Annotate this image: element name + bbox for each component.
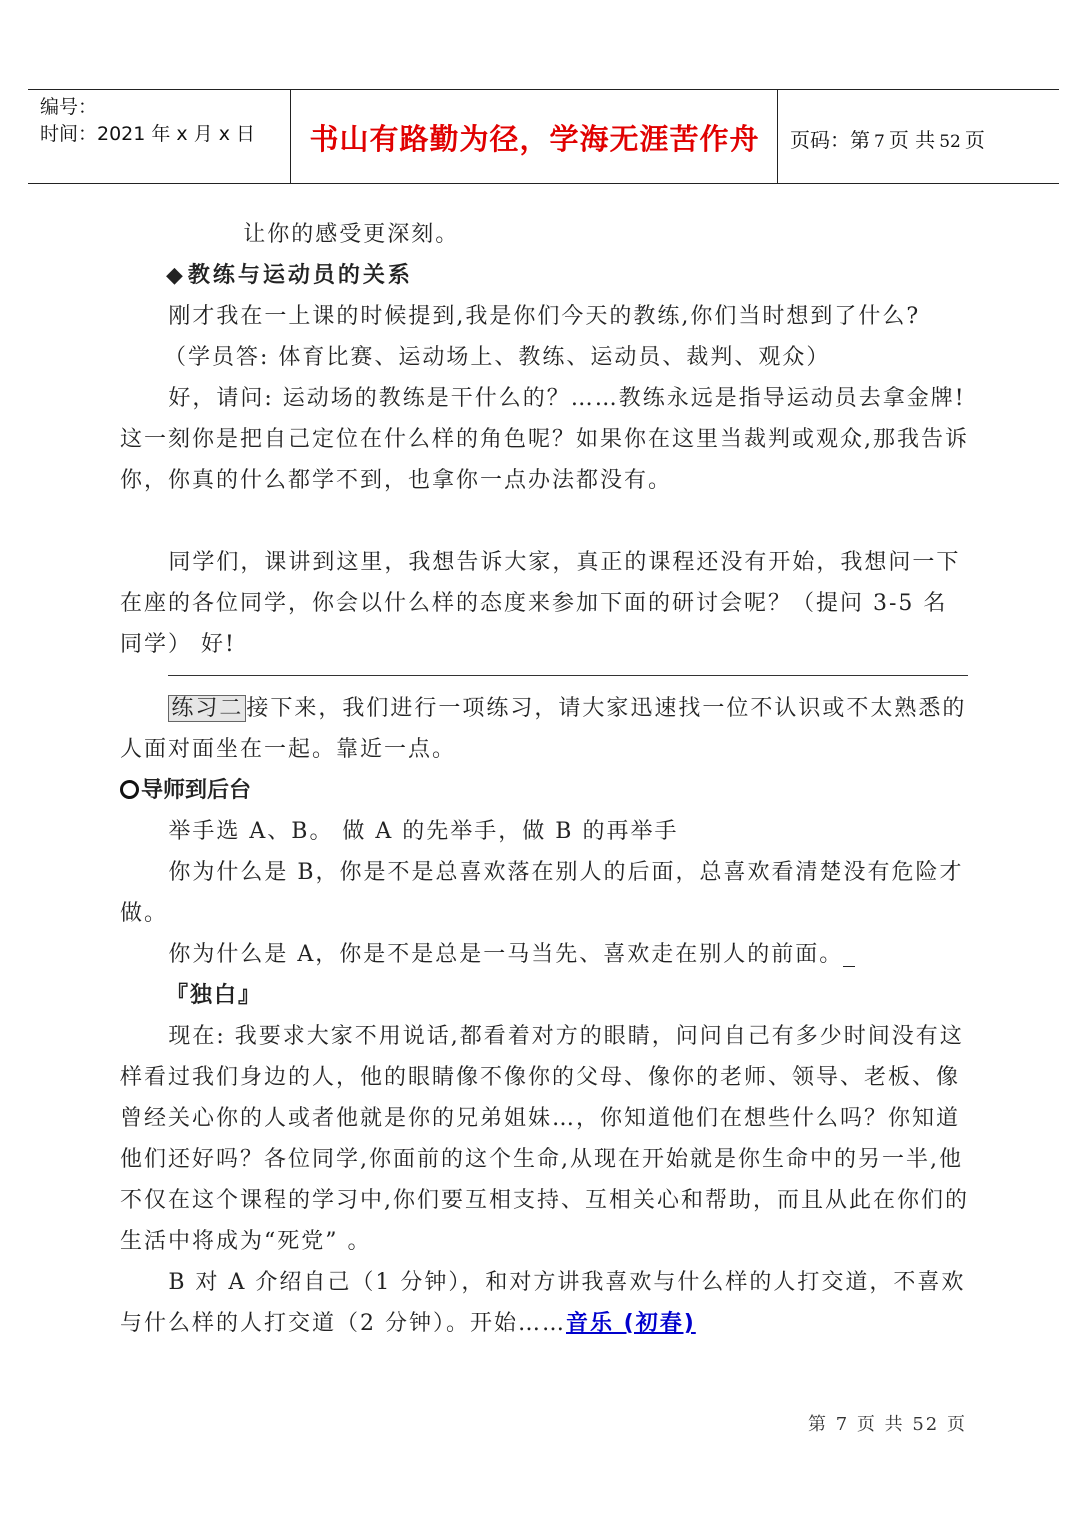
heading-text: 导师到后台	[141, 778, 252, 803]
document-header	[28, 89, 1059, 184]
header-divider	[290, 90, 291, 183]
page-suffix: 页	[964, 128, 985, 152]
paragraph-text: 你为什么是 A，你是不是总是一马当先、喜欢走在别人的前面。	[168, 942, 844, 967]
time-label: 时间：2021 年 x 月 x 日	[40, 123, 256, 145]
section-heading	[120, 770, 970, 811]
header-motto: 书山有路勤为径，学海无涯苦作舟	[309, 122, 760, 156]
paragraph: 现在: 我要求大家不用说话,都看着对方的眼睛，问问自己有多少时间没有这样看过我们身边的人，他的眼睛像不像你的父母、像你的老师、领导、老板、像曾经关心你的人或者他就是你的兄弟姐妹…，你知道他们在想些什么吗？你知道他们还好吗？各位同学,你面前的这个生命,从现在开始就是你生命中的另一半,他不仅在这个课程的学习中,你们要互相支持、互相关心和帮助，而且从此在你们的生活中将成为“死党” 。	[120, 1024, 969, 1254]
paragraph: （学员答: 体育比赛、运动场上、教练、运动员、裁判、观众）	[164, 345, 831, 370]
paragraph: 同学们，课讲到这里，我想告诉大家，真正的课程还没有开始，我想问一下在座的各位同学，你会以什么样的态度来参加下面的研讨会呢？（提问 3-5 名同学） 好!	[120, 550, 961, 657]
paragraph	[120, 1262, 970, 1344]
number-label: 编号：	[40, 96, 98, 118]
spacer	[120, 501, 970, 542]
paragraph-text: B 对 A 介绍自己（1 分钟），和对方讲我喜欢与什么样的人打交道，不喜欢与什么样的人打交道（2 分钟）。开始……	[120, 1270, 966, 1336]
paragraph: 好，请问: 运动场的教练是干什么的？……教练永远是指导运动员去拿金牌!这一刻你是把自己定位在什么样的角色呢？如果你在这里当裁判或观众,那我告诉你，你真的什么都学不到，也拿你一点办法都没有。	[120, 386, 969, 493]
circle-icon	[120, 780, 139, 799]
header-page-info	[790, 124, 985, 153]
paragraph: 举手选 A、B。 做 A 的先举手，做 B 的再举手	[168, 819, 679, 844]
paragraph	[120, 688, 970, 770]
paragraph: 刚才我在一上课的时候提到,我是你们今天的教练,你们当时想到了什么?	[168, 304, 921, 329]
header-meta	[40, 94, 290, 148]
header-divider	[777, 90, 778, 183]
page-mid: 页 共	[888, 128, 936, 152]
section-heading	[120, 255, 970, 296]
paragraph: 你为什么是 B，你是不是总喜欢落在别人的后面，总喜欢看清楚没有危险才做。	[120, 860, 964, 926]
exercise-label: 练习二	[168, 695, 246, 722]
paragraph: 让你的感受更深刻。	[243, 222, 460, 247]
underline-mark	[843, 942, 855, 967]
page-prefix: 页码：第	[790, 128, 870, 152]
music-link[interactable]: 音乐 (初春)	[566, 1311, 696, 1336]
page-total: 52	[939, 132, 961, 152]
section-heading: 『独白』	[166, 983, 263, 1008]
document-body	[120, 214, 970, 1344]
heading-text: 教练与运动员的关系	[187, 262, 413, 288]
paragraph	[120, 934, 970, 975]
page-footer: 第 7 页 共 52 页	[808, 1414, 967, 1435]
page-number: 7	[874, 132, 885, 152]
paragraph-text: 接下来，我们进行一项练习，请大家迅速找一位不认识或不太熟悉的人面对面坐在一起。靠近一点。	[120, 696, 967, 762]
diamond-icon: ◆	[166, 263, 186, 288]
horizontal-rule	[168, 675, 968, 676]
